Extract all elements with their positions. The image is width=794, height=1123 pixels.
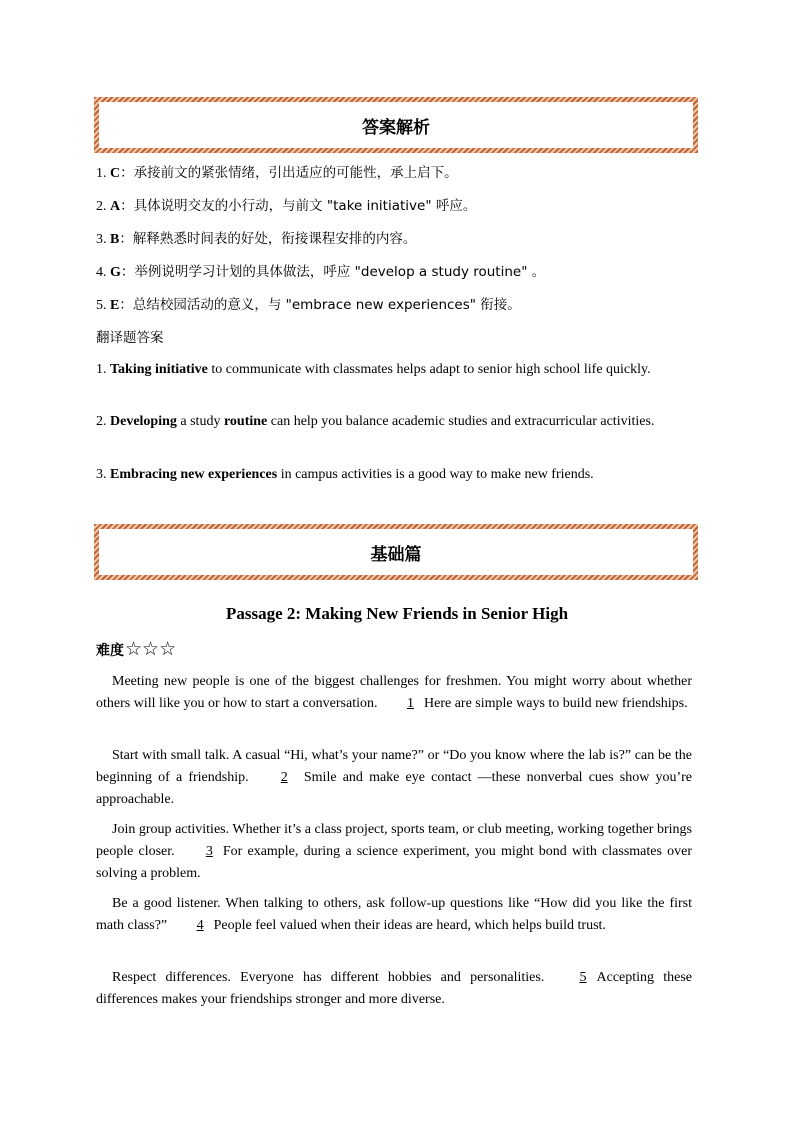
basic-section-banner <box>94 524 698 580</box>
answer-letter: B <box>110 232 120 247</box>
answer-line-1 <box>96 162 696 185</box>
translation-number: 3. <box>96 467 107 482</box>
translation-3 <box>96 464 676 486</box>
answer-section-banner <box>94 97 698 153</box>
basic-section-title: 基础篇 <box>99 529 693 575</box>
translation-text: in campus activities is a good way to make new friends. <box>277 467 594 482</box>
answer-line-5 <box>96 294 696 317</box>
answer-number: 1. <box>96 166 107 181</box>
translation-header: 翻译题答案 <box>96 330 164 346</box>
translation-1 <box>96 359 676 381</box>
paragraph-text: Accepting these differences makes your friendships stronger and more diverse. <box>96 970 692 1007</box>
answer-explanation: ：解释熟悉时间表的好处，衔接课程安排的内容。 <box>119 231 417 247</box>
answer-number: 2. <box>96 199 107 214</box>
translation-text: can help you balance academic studies and extracurricular activities. <box>267 414 655 429</box>
answer-line-4 <box>96 261 696 284</box>
answer-explanation: ：举例说明学习计划的具体做法，呼应 "develop a study routine" 。 <box>120 264 546 280</box>
answer-number: 3. <box>96 232 107 247</box>
answer-explanation: ：承接前文的紧张情绪，引出适应的可能性，承上启下。 <box>120 165 458 181</box>
passage-paragraph-5 <box>96 967 692 1011</box>
answer-number: 5. <box>96 298 107 313</box>
translation-text: a study <box>176 414 224 429</box>
paragraph-text: Start with small talk. A casual “Hi, what’s your name?” or “Do you know where the lab is?” can be the beginning of a friendship. <box>96 748 692 785</box>
answer-blank-5[interactable]: 5 <box>579 970 587 985</box>
answer-letter: C <box>110 166 121 181</box>
passage-paragraph-1 <box>96 671 692 715</box>
paragraph-text: Smile and make eye contact —these nonverbal cues show you’re approachable. <box>96 770 692 807</box>
paragraph-text: Join group activities. Whether it’s a class project, sports team, or club meeting, working together brings people closer. <box>96 822 692 859</box>
translation-keyword: Embracing new experiences <box>110 467 278 482</box>
answer-section-title: 答案解析 <box>99 102 693 148</box>
translation-number: 2. <box>96 414 107 429</box>
answer-explanation: ：具体说明交友的小行动，与前文 "take initiative" 呼应。 <box>120 198 477 214</box>
paragraph-text: Be a good listener. When talking to others, ask follow-up questions like “How did you like the first math class?” <box>96 896 692 933</box>
answer-blank-4[interactable]: 4 <box>196 918 204 933</box>
translation-number: 1. <box>96 362 107 377</box>
answer-letter: A <box>110 199 121 214</box>
answer-blank-3[interactable]: 3 <box>205 844 213 859</box>
passage-paragraph-2 <box>96 745 692 811</box>
difficulty-rating <box>96 638 176 660</box>
answer-number: 4. <box>96 265 107 280</box>
passage-paragraph-4 <box>96 893 692 937</box>
translation-2 <box>96 411 676 433</box>
answer-letter: G <box>110 265 121 280</box>
translation-keyword: routine <box>223 414 268 429</box>
translation-keyword: Developing <box>110 414 177 429</box>
answer-line-2 <box>96 195 696 218</box>
difficulty-label: 难度 <box>96 643 124 659</box>
passage-title: Passage 2: Making New Friends in Senior High <box>225 604 569 623</box>
answer-line-3 <box>96 228 696 251</box>
paragraph-text: People feel valued when their ideas are heard, which helps build trust. <box>213 918 606 933</box>
paragraph-text: Here are simple ways to build new friendships. <box>424 696 688 711</box>
answer-blank-2[interactable]: 2 <box>280 770 288 785</box>
translation-keyword: Taking initiative <box>110 362 208 377</box>
answer-blank-1[interactable]: 1 <box>407 696 414 711</box>
star-icon: ☆☆☆ <box>125 638 177 660</box>
paragraph-text: Respect differences. Everyone has different hobbies and personalities. <box>112 970 554 985</box>
passage-paragraph-3 <box>96 819 692 885</box>
answer-explanation: ：总结校园活动的意义，与 "embrace new experiences" 衔接。 <box>119 297 521 313</box>
paragraph-text: Meeting new people is one of the biggest challenges for freshmen. You might worry about whether others will like you or how to start a conversation. <box>96 674 692 711</box>
answer-letter: E <box>110 298 120 313</box>
translation-text: to communicate with classmates helps adapt to senior high school life quickly. <box>207 362 651 377</box>
paragraph-text: For example, during a science experiment, you might bond with classmates over solving a problem. <box>96 844 692 881</box>
